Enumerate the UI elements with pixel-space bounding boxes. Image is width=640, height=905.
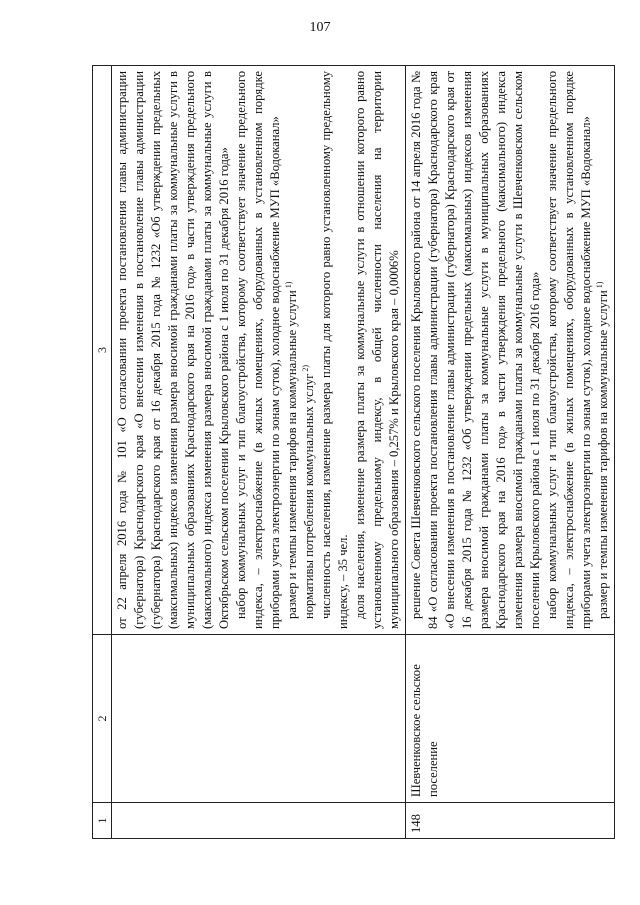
footnote-marker: 1) xyxy=(283,281,293,291)
description-paragraph: доля населения, изменение размера платы за коммунальные услуги в отношении которого равно установленному предельному индексу, в общей численности населения на территории муниципального образования – 0,257% и Крыловского края – 0,0006% xyxy=(353,71,401,629)
page-number: 107 xyxy=(309,20,331,35)
table-body xyxy=(112,66,615,839)
description-cell xyxy=(112,66,406,635)
description-paragraph: набор коммунальных услуг и тип благоустройства, которому соответствует значение предельного индекса, – электроснабжение (в жилых помещениях, оборудованных в установленном порядке приборами учета электроэнергии по зонам суток), холодное водоснабжение МУП «Водоканал» xyxy=(234,71,282,629)
footnote-marker: 2) xyxy=(300,364,310,374)
municipality-name-cell xyxy=(112,635,406,803)
description-cell xyxy=(406,66,615,635)
footnote-marker: 1) xyxy=(594,281,604,291)
header-col-3: 3 xyxy=(93,66,112,635)
row-number-cell: 148 xyxy=(406,803,615,839)
description-paragraph: размер и темпы изменения тарифов на коммунальные услуги $^{1)}$ xyxy=(283,281,299,619)
description-paragraph: набор коммунальных услуг и тип благоустройства, которому соответствует значение предельного индекса, – электроснабжение (в жилых помещениях, оборудованных в установленном порядке приборами учета электроэнергии по зонам суток), холодное водоснабжение МУП «Водоканал» xyxy=(545,71,593,629)
description-paragraph: численность населения, изменение размера платы для которого равно установленному предельному индексу, – 35 чел. xyxy=(319,71,350,629)
description-paragraph: от 22 апреля 2016 года № 101 «О согласовании проекта постановления главы администрации (губернатора) Краснодарского края «О внесении изменения в постановление главы администрации (губернатора) Краснодарского края от 16 декабря 2015 года № 1232 «Об утверждении предельных (максимальных) индексов изменения размера вносимой гражданами платы за коммунальные услуги в муниципальных образованиях Краснодарского края на 2016 год» в части утверждения предельного (максимального) индекса изменения размера вносимой гражданами платы за коммунальные услуги в Октябрьском сельском поселении Крыловского района с 1 июля по 31 декабря 2016 года» xyxy=(115,71,231,629)
rotated-table-container xyxy=(92,65,610,839)
table-row xyxy=(406,66,615,839)
description-paragraph: размер и темпы изменения тарифов на коммунальные услуги $^{1)}$ xyxy=(594,281,610,619)
table-row xyxy=(112,66,406,839)
description-paragraph: нормативы потребления коммунальных услуг $^{2)}$ xyxy=(300,364,316,619)
document-table xyxy=(92,65,615,839)
header-col-1: 1 xyxy=(93,803,112,839)
row-number-cell xyxy=(112,803,406,839)
table-header-row xyxy=(93,66,112,839)
header-col-2: 2 xyxy=(93,635,112,803)
description-paragraph: решение Совета Шевченковского сельского поселения Крыловского района от 14 апреля 2016 года № 84 «О согласовании проекта постановления главы администрации (губернатора) Краснодарского края «О внесении изменения в постановление главы администрации (губернатора) Краснодарского края от 16 декабря 2015 года № 1232 «Об утверждении предельных (максимальных) индексов изменения размера вносимой гражданами платы за коммунальные услуги в муниципальных образованиях Краснодарского края на 2016 год» в части утверждения предельного (максимального) индекса изменения размера вносимой гражданами платы за коммунальные услуги в Шевченковском сельском поселении Крыловского района с 1 июля по 31 декабря 2016 года» xyxy=(409,71,542,629)
municipality-name-cell: Шевченковское сельское поселение xyxy=(406,635,615,803)
